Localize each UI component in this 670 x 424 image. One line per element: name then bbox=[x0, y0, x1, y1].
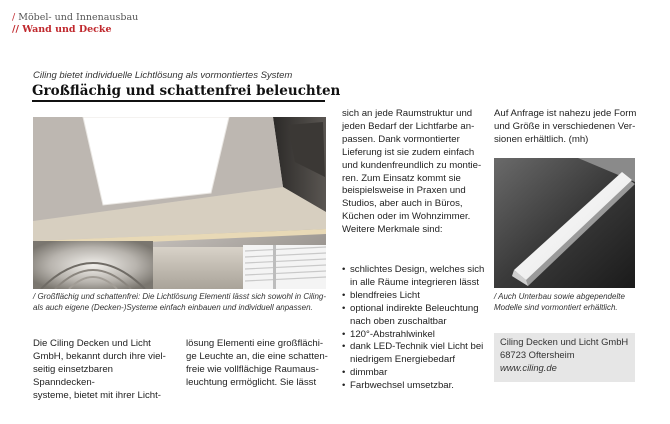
company-address: 68723 Oftersheim bbox=[500, 348, 575, 360]
body-column-4: Auf Anfrage ist nahezu jede Form und Größe in verschiedenen Ver- sionen erhältlich. (mh) bbox=[494, 108, 637, 145]
section-subslash: // bbox=[12, 24, 23, 35]
section-category-label: Möbel- und Innenausbau bbox=[18, 12, 139, 23]
headline-rule bbox=[32, 100, 325, 102]
feature-item: • blendfreies Licht bbox=[342, 290, 492, 303]
ceiling-light-illustration bbox=[33, 117, 326, 289]
section-category bbox=[12, 12, 138, 23]
company-name: Ciling Decken und Licht GmbH bbox=[500, 336, 629, 347]
section-subcategory-label: Wand und Decke bbox=[22, 24, 112, 35]
section-subcategory bbox=[12, 24, 112, 35]
ceiling-light-photo bbox=[33, 117, 326, 289]
main-photo-caption: / Großflächig und schattenfrei: Die Lichtlösung Elementi lässt sich sowohl in Ciling-als auch eigene (Decken-)Systeme einfach einbauen und individuell anpassen. bbox=[33, 292, 327, 312]
pendant-light-illustration bbox=[494, 158, 635, 288]
feature-item: • dank LED-Technik viel Licht bei niedrigem Energiebedarf bbox=[342, 341, 492, 367]
side-photo-caption: / Auch Unterbau sowie abgependelte Modelle sind vormontiert erhältlich. bbox=[494, 292, 625, 312]
feature-list bbox=[342, 264, 492, 393]
company-infobox bbox=[494, 333, 635, 382]
feature-item: • dimmbar bbox=[342, 367, 492, 380]
feature-item: • 120°-Abstrahlwinkel bbox=[342, 329, 492, 342]
body-column-1: Die Ciling Decken und Licht GmbH, bekannt durch ihre viel- seitig einsetzbaren Spanndecken- systeme, bietet mit ihrer Licht- bbox=[33, 338, 166, 401]
feature-item: • schlichtes Design, welches sich in alle Räume integrieren lässt bbox=[342, 264, 492, 290]
feature-item: • Farbwechsel umsetzbar. bbox=[342, 380, 492, 393]
feature-item: • optional indirekte Beleuchtung nach oben zuschaltbar bbox=[342, 303, 492, 329]
article-kicker: Ciling bietet individuelle Lichtlösung als vormontiertes System bbox=[33, 70, 293, 81]
section-slash: / bbox=[12, 12, 19, 23]
body-column-2: lösung Elementi eine großflächi- ge Leuchte an, die eine schatten- freie wie vollflächige Raumaus- leuchtung ermöglicht. Sie lässt bbox=[186, 338, 328, 388]
pendant-light-photo bbox=[494, 158, 635, 288]
article-headline: Großflächig und schattenfrei beleuchten bbox=[32, 83, 341, 99]
company-url-link[interactable]: www.ciling.de bbox=[500, 361, 557, 373]
body-column-3: sich an jede Raumstruktur und jeden Bedarf der Lichtfarbe an- passen. Dank vormontierter Lieferung ist sie zudem einfach und kundenfreundlich zu montie- ren. Zum Einsatz kommt sie beispielsweise in Praxen und Studios, aber auch in Büros, Küchen oder im Wohnzimmer. Weitere Merkmale sind: bbox=[342, 108, 482, 236]
